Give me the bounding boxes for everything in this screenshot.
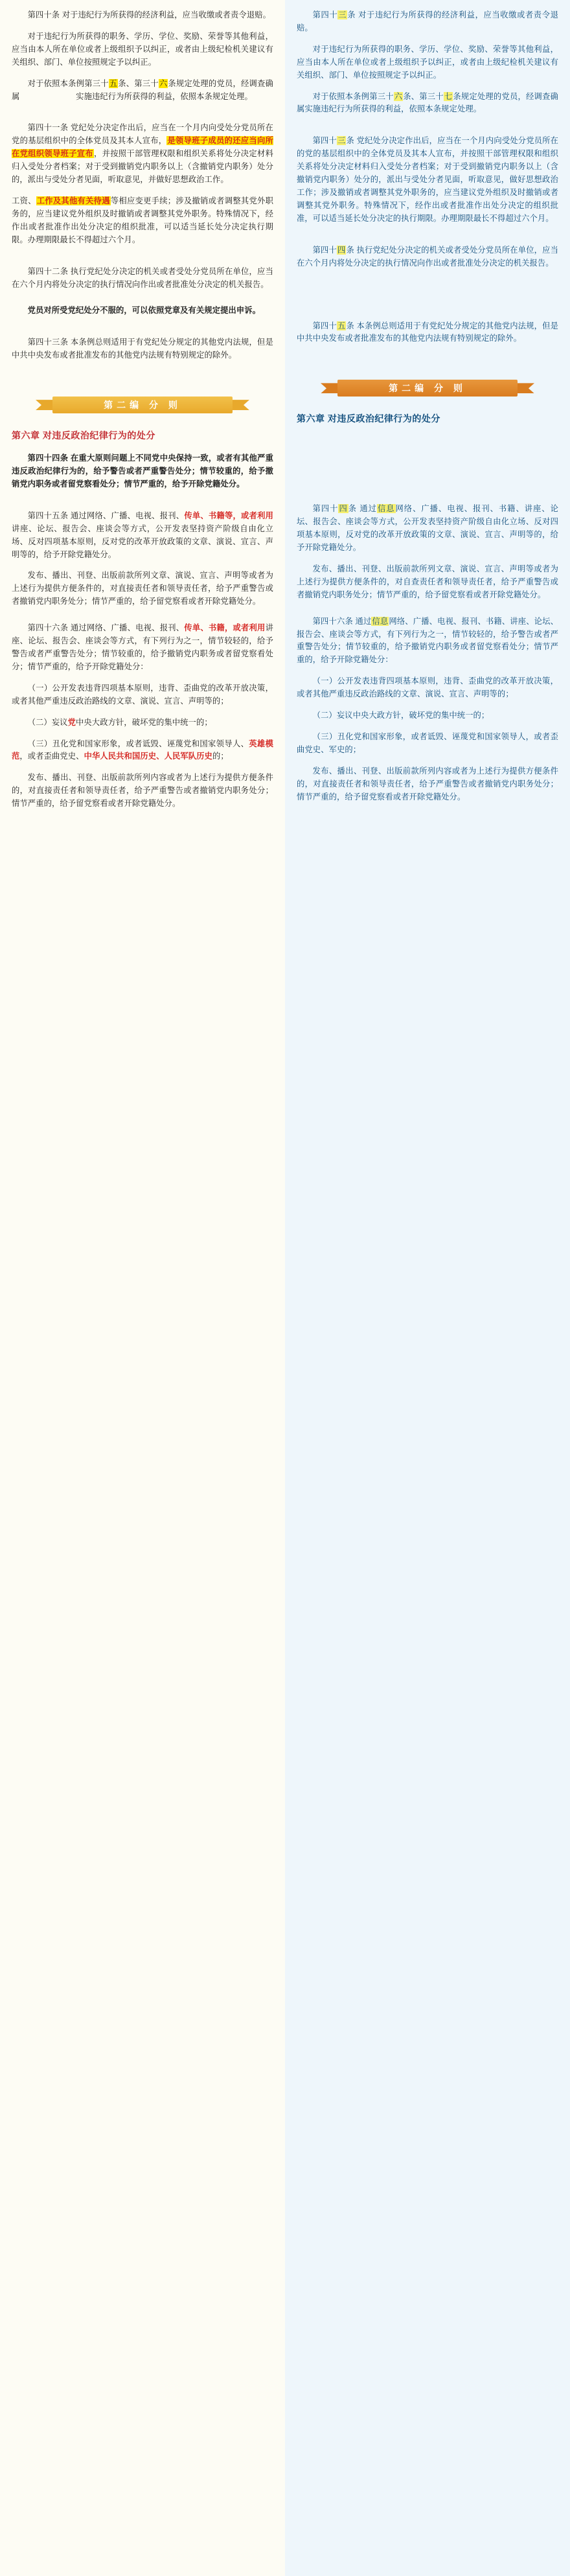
text-run: 讲座、论坛、报告会、座谈会等方式，有下列行为之一，情节较轻的，给予警告或者严重警告处分；情节较重的，给予撤销党内职务或者留党察看处分；情节严重的，给予开除党籍处分： (12, 623, 273, 671)
text-run: 讲座、论坛、报告会、座谈会等方式，公开发表坚持资产阶级自由化立场、反对四项基本原则，反对党的改革开放政策的文章、演说、宣言、声明等的，给予开除党籍处分。 (12, 523, 273, 559)
paragraph-article41 (12, 122, 273, 187)
chapter-heading-6: 第六章 对违反政治纪律行为的处分 (12, 430, 155, 441)
text-run: 条 党纪处分决定作出后，应当在一个月内向受处分党员所在的党的基层组织中的全体党员及其本人宣布，并按照干部管理权限和组织关系将处分决定材料归入受处分者档案；对于受到撤销党内职务以上（含撤销党内职务）处分的，派出与受处分者见面，听取意见，做好思想政治工作；涉及撤销或者调整其党外职务的，应当建议党外组织及时撤销或者调整其党外职务。特殊情况下，经作出或者批准作出处分决定的组织批准，可以适当延长处分决定的执行期限。办理期限最长不得超过六个月。 (297, 136, 558, 223)
paragraph-article43-2: 对于违纪行为所获得的职务、学历、学位、奖励、荣誉等其他利益，应当由本人所在单位或者上级组织予以纠正，或者由上级纪检机关建议有关组织、部门、单位按照规定予以纠正。 (297, 44, 558, 80)
text-run: 条 执行党纪处分决定的机关或者受处分党员所在单位，应当在六个月内将处分决定的执行情况向作出或者批准处分决定的机关报告。 (297, 245, 558, 268)
spacer (297, 461, 558, 503)
text-run: 对于依照本条例第三十 (312, 91, 394, 101)
text-run: 网络、广播、电视、报刊、书籍、讲座、论坛、报告会、座谈会等方式，公开发表坚持资产阶级自由化立场、反对四项基本原则，反对党的改革开放政策的文章、演说、宣言、声明等的，给予开除党籍处分。 (297, 504, 558, 553)
spacer (297, 234, 558, 244)
spacer (12, 255, 273, 266)
highlight-run: 是领导班子成员的还应当向所在党组织领导班子宣布 (12, 136, 273, 159)
text-run: 条规定处理的党员，经调查确属实施违纪行为所获得的利益，依照本条规定处理。 (297, 91, 558, 114)
text-run: 第四十 (312, 504, 339, 514)
highlight-run: 三 (338, 10, 347, 19)
spacer (12, 371, 273, 387)
paragraph-article46-last: 发布、播出、刊登、出版前款所列内容或者为上述行为提供方便条件的，对直接责任者和领导责任者，给予严重警告或者撤销党内职务处分；情节严重的，给予留党察看或者开除党籍处分。 (12, 773, 273, 809)
spacer (12, 500, 273, 510)
paragraph-item-1: （一）公开发表违背四项基本原则，违背、歪曲党的改革开放决策，或者其他严重违反政治路线的文章、演说、宣言、声明等的； (12, 683, 273, 706)
paragraph-article43-announce (297, 135, 558, 225)
text-run: 条 本条例总则适用于有党纪处分规定的其他党内法规，但是中共中央发布或者批准发布的其他党内法规有特别规定的除外。 (297, 321, 558, 343)
text-run: 第四十六条 通过网络、广播、电视、报刊、 (27, 623, 185, 633)
paragraph-article45 (297, 320, 558, 346)
paragraph-item-1: （一）公开发表违背四项基本原则，违背、歪曲党的改革开放决策，或者其他严重违反政治路线的文章、演说、宣言、声明等的； (297, 676, 558, 699)
highlight-run: 五 (337, 321, 346, 330)
emphasis-run: 传单、书籍等，或者利用 (184, 511, 274, 520)
highlight-run: 四 (339, 504, 348, 514)
emphasis-run: 党 (67, 717, 76, 727)
paragraph-item-2: （二）妄议中央大政方针，破坏党的集中统一的； (312, 711, 490, 720)
text-run: 第四十 (312, 245, 337, 255)
paragraph-article41-2 (12, 195, 273, 247)
highlight-run: 四 (337, 245, 346, 255)
spacer (12, 326, 273, 336)
text-run: 条、第三十 (403, 91, 444, 101)
paragraph-article44-network (297, 503, 558, 555)
spacer (297, 435, 558, 461)
text-run: （三）丑化党和国家形象，或者诋毁、诬蔑党和国家领导人、 (27, 739, 249, 748)
paragraph-article45-2: 发布、播出、刊登、出版前款所列文章、演说、宣言、声明等或者为上述行为提供方便条件的，对直接责任者和领导责任者，给予严重警告或者撤销党内职务处分；情节严重的，给予留党察看或者开除党籍处分。 (12, 571, 273, 606)
text-run: 对于依照本条例第三十 (27, 78, 109, 88)
spacer (12, 617, 273, 622)
highlight-run: 六 (394, 91, 403, 101)
paragraph-article43-3 (297, 91, 558, 117)
paragraph-article42: 第四十二条 执行党纪处分决定的机关或者受处分党员所在单位，应当在六个月内将处分决定的执行情况向作出或者批准处分决定的机关报告。 (12, 266, 273, 289)
paragraph-item-3: （三）丑化党和国家形象，或者诋毁、诬蔑党和国家领导人，或者歪曲党史、军史的； (297, 732, 558, 754)
emphasis-run: 传单、书籍，或者利用 (184, 623, 266, 633)
paragraph-article40: 第四十条 对于违纪行为所获得的经济利益，应当收缴或者责令退赔。 (27, 10, 271, 19)
text-run: （二）妄议 (27, 717, 68, 727)
column-after-revision (285, 0, 570, 2576)
paragraph-article44-2: 发布、播出、刊登、出版前款所列文章、演说、宣言、声明等或者为上述行为提供方便条件的，对自查责任者和领导责任者，给予严重警告或者撤销党内职务处分；情节严重的，给予留党察看或者开除党籍处分。 (297, 564, 558, 599)
emphasis-run: 英雄模范 (12, 739, 273, 761)
banner-label: 第二编 分 则 (389, 383, 466, 394)
highlight-run: 工作及其他有关待遇 (36, 196, 110, 205)
text-run: 条 对于违纪行为所获得的经济利益，应当收缴或者责令退赔。 (297, 10, 558, 32)
text-run: 中央大政方针，破坏党的集中统一的； (76, 717, 212, 727)
text-run: 网络、广播、电视、报刊、书籍、讲座、论坛、报告会、座谈会等方式，有下列行为之一，情节较轻的，给予警告或者严重警告处分；情节较重的，给予撤销党内职务或者留党察看处分；情节严重的，给予开除党籍处分： (297, 616, 559, 665)
paragraph-article44 (297, 244, 558, 270)
paragraph-article43: 第四十三条 本条例总则适用于有党纪处分规定的其他党内法规，但是中共中央发布或者批准发布的其他党内法规有特别规定的除外。 (12, 338, 273, 360)
highlight-run: 三 (337, 136, 346, 146)
banner-label: 第二编 分 则 (104, 400, 181, 411)
ribbon-tail-right-icon (230, 400, 249, 410)
paragraph-appeal-right: 党员对所受党纪处分不服的，可以依照党章及有关规定提出申诉。 (27, 306, 261, 316)
text-run: 条、第三十 (118, 78, 159, 88)
text-run: 第四十 (312, 136, 337, 146)
spacer (297, 354, 558, 371)
paragraph-article45 (12, 510, 273, 562)
paragraph-article40-2: 对于违纪行为所获得的职务、学历、学位、奖励、荣誉等其他利益，应当由本人所在单位或者上级组织予以纠正，或者由上级纪检机关建议有关组织、部门、单位按照规定予以纠正。 (12, 31, 273, 67)
paragraph-item-3 (12, 738, 273, 764)
highlight-run: 信息 (377, 504, 395, 514)
text-run: 第四十六条 通过 (312, 616, 372, 626)
highlight-run: 七 (444, 91, 453, 101)
text-run: 第四十一条 党纪处分决定作出后，应当在一个月内向受处分党员所在党的基层组织中的全体党员及其本人宣布， (12, 123, 273, 146)
text-run: 条 通过 (348, 504, 377, 514)
ribbon-tail-right-icon (515, 383, 534, 393)
spacer (12, 111, 273, 122)
text-run: 条规定处理的党员，经调查确属 实施违纪行为所获得的利益，依照本条规定处理。 (12, 78, 273, 101)
paragraph-article40-3 (12, 78, 273, 104)
paragraph-item-2 (12, 717, 273, 730)
paragraph-article43 (297, 9, 558, 35)
emphasis-run: 中华人民共和国历史、人民军队历史 (84, 752, 212, 761)
text-run: 第四十 (312, 10, 338, 19)
ribbon (321, 377, 534, 399)
spacer (297, 124, 558, 135)
highlight-run: 信息 (372, 616, 389, 626)
text-run: 第四十五条 通过网络、广播、电视、报刊、 (27, 511, 185, 520)
text-run: 的； (212, 752, 229, 761)
banner-part-two-left (12, 394, 273, 416)
spacer (12, 299, 273, 305)
highlight-run: 六 (159, 78, 168, 88)
spacer (297, 279, 558, 320)
text-run: 等相应变更手续；涉及撤销或者调整其党外职务的，应当建议党外组织及时撤销或者调整其党外职务。特殊情况下，经作出或者批准作出处分决定的组织批准，可以适当延长处分决定执行期限。办理期限最长不得超过六个月。 (12, 196, 273, 244)
text-run: ，并按照干部管理权限和组织关系将处分决定材料归入受处分者档案；对于受到撤销党内职务以上（含撤销党内职务）处分的，派出与受处分者见面，听取意见，并做好思想政治工作。 (12, 149, 273, 185)
paragraph-article44: 第四十四条 在重大原则问题上不同党中央保持一致，或者有其他严重违反政治纪律行为的，给予警告或者严重警告处分；情节较重的，给予撤销党内职务或者留党察看处分；情节严重的，给予开除党籍处分。 (12, 454, 273, 489)
paragraph-article46 (12, 622, 273, 674)
text-run: 工资、 (12, 196, 36, 205)
text-run: ，或者歪曲党史、 (19, 752, 84, 761)
text-run: 第四十 (312, 321, 337, 330)
ribbon (36, 394, 249, 416)
paragraph-article46-last: 发布、播出、刊登、出版前款所列内容或者为上述行为提供方便条件的，对直接责任者和领导责任者，给予严重警告或者撤销党内职务处分；情节严重的，给予留党察看或者开除党籍处分。 (297, 766, 558, 801)
banner-part-two-right (297, 377, 558, 399)
spacer (297, 610, 558, 615)
highlight-run: 五 (109, 78, 118, 88)
chapter-heading-6: 第六章 对违反政治纪律行为的处分 (297, 413, 440, 424)
paragraph-article46 (297, 615, 558, 667)
